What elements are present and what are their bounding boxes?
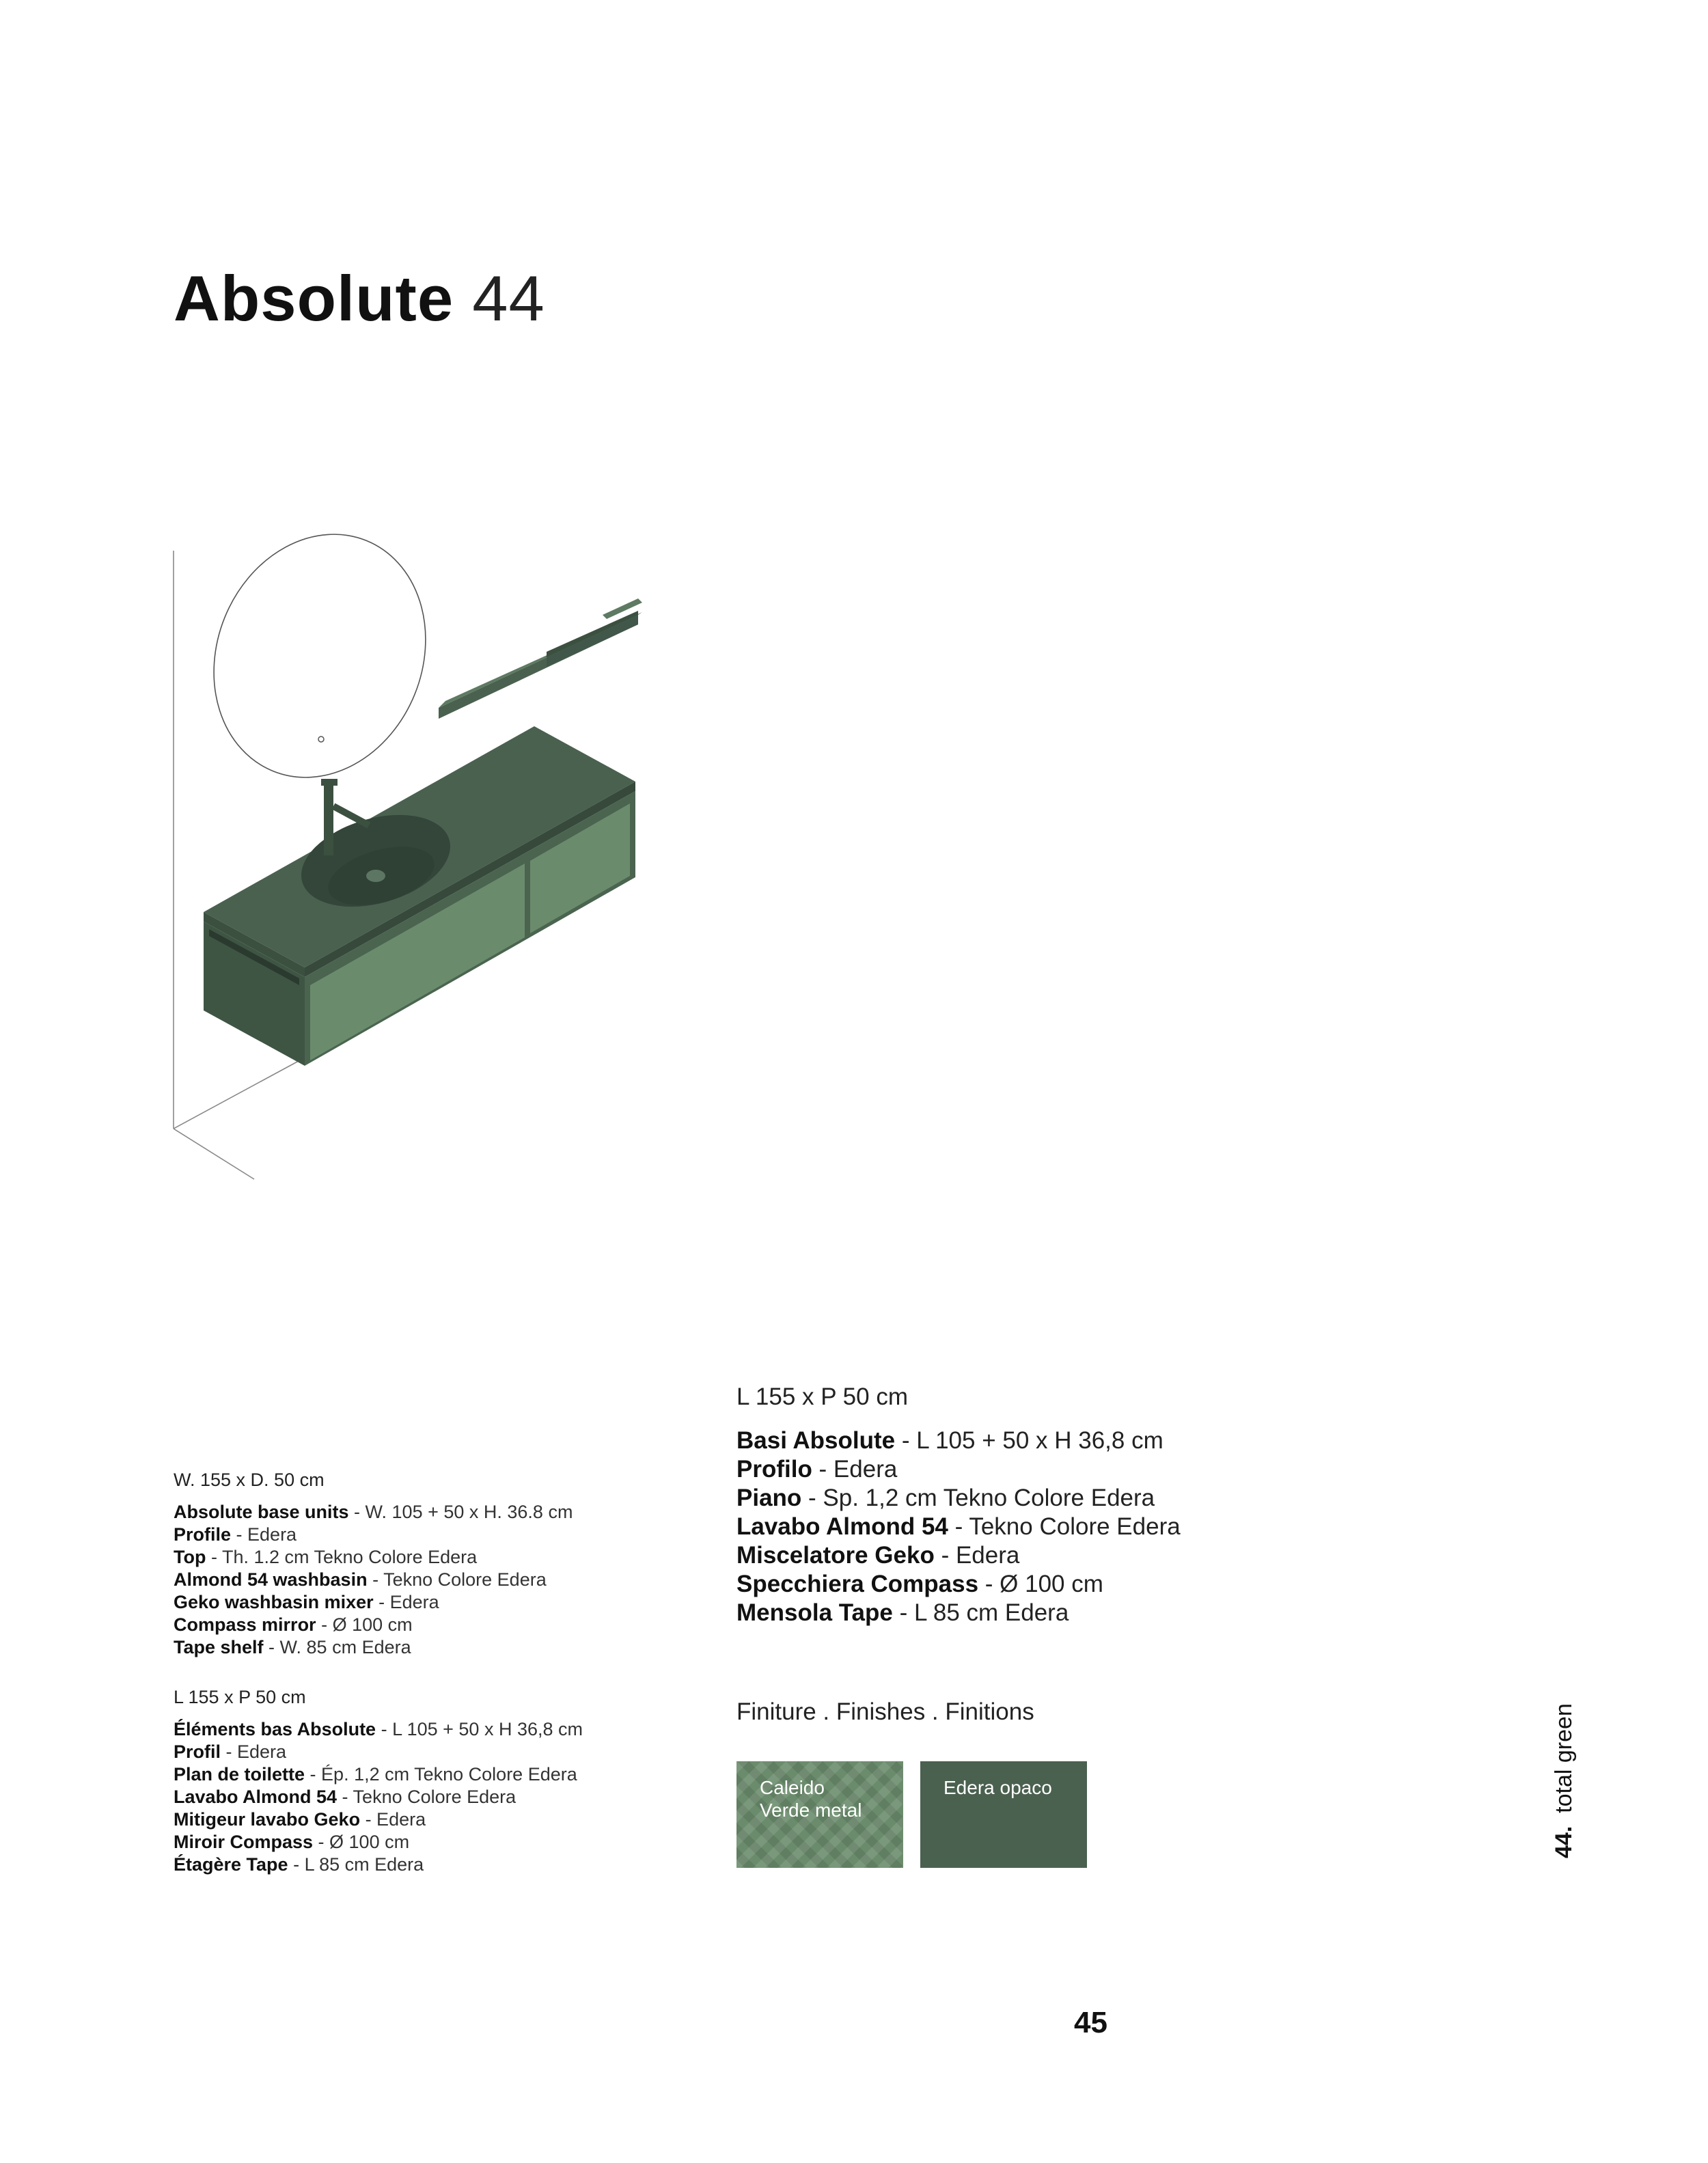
title-model-number: 44 (472, 262, 545, 334)
spec-value: - L 85 cm Edera (892, 1599, 1069, 1626)
swatch-caleido-verde-metal (736, 1761, 903, 1868)
spec-row (174, 1591, 693, 1614)
spec-value: - Edera (373, 1592, 439, 1612)
spec-value: - Tekno Colore Edera (337, 1787, 516, 1807)
wall-lines (174, 551, 307, 1179)
spec-label: Piano (736, 1485, 802, 1511)
spec-label: Almond 54 washbasin (174, 1569, 368, 1590)
shelf-icon (439, 598, 642, 719)
dimensions-en: W. 155 x D. 50 cm (174, 1470, 325, 1490)
spec-label: Profil (174, 1741, 221, 1762)
spec-label: Compass mirror (174, 1614, 316, 1635)
spec-label: Miroir Compass (174, 1832, 314, 1852)
spec-label: Profilo (736, 1456, 812, 1483)
spec-value: - Sp. 1,2 cm Tekno Colore Edera (801, 1485, 1155, 1511)
spec-row (174, 1808, 693, 1831)
spec-row (174, 1718, 693, 1741)
spec-row (736, 1513, 1420, 1541)
swatch-label: Edera opaco (943, 1777, 1052, 1798)
spec-label: Specchiera Compass (736, 1571, 979, 1597)
vanity-icon (204, 726, 635, 1066)
dimensions-fr: L 155 x P 50 cm (174, 1687, 306, 1707)
title-product-name: Absolute (174, 262, 454, 334)
product-illustration (164, 499, 656, 1196)
spec-value: - L 85 cm Edera (288, 1854, 424, 1875)
spec-label: Geko washbasin mixer (174, 1592, 374, 1612)
spec-italian (736, 1383, 1420, 1627)
section-number: 44. (1551, 1826, 1577, 1858)
spec-value: - L 105 + 50 x H 36,8 cm (895, 1427, 1163, 1454)
spec-row (736, 1570, 1420, 1599)
spec-label: Étagère Tape (174, 1854, 288, 1875)
spec-row (174, 1636, 693, 1659)
spec-value: - Ø 100 cm (978, 1571, 1103, 1597)
spec-label: Éléments bas Absolute (174, 1719, 376, 1739)
spec-value: - Ø 100 cm (313, 1832, 410, 1852)
swatch-label: Caleido (760, 1777, 825, 1798)
spec-value: - W. 105 + 50 x H. 36.8 cm (348, 1502, 573, 1522)
spec-label: Lavabo Almond 54 (174, 1787, 338, 1807)
spec-value: - Edera (934, 1542, 1020, 1569)
spec-value: - Ép. 1,2 cm Tekno Colore Edera (305, 1764, 577, 1785)
spec-value: - Edera (812, 1456, 898, 1483)
spec-label: Mensola Tape (736, 1599, 893, 1626)
spec-label: Profile (174, 1524, 232, 1545)
spec-row (174, 1763, 693, 1786)
spec-row (174, 1741, 693, 1763)
spec-value: - Edera (231, 1524, 297, 1545)
spec-row (736, 1484, 1420, 1513)
dimensions-it: L 155 x P 50 cm (736, 1383, 908, 1410)
spec-row (174, 1854, 693, 1876)
spec-french (174, 1686, 693, 1876)
spec-row (174, 1501, 693, 1524)
finishes-title: Finiture . Finishes . Finitions (736, 1698, 1034, 1725)
spec-row (736, 1599, 1420, 1627)
spec-row (736, 1455, 1420, 1484)
spec-label: Lavabo Almond 54 (736, 1513, 948, 1540)
spec-row (174, 1786, 693, 1808)
section-label (1551, 1703, 1578, 1858)
spec-label: Basi Absolute (736, 1427, 896, 1454)
spec-label: Mitigeur lavabo Geko (174, 1809, 361, 1830)
spec-value: - Tekno Colore Edera (948, 1513, 1181, 1540)
spec-row (736, 1427, 1420, 1455)
spec-label: Miscelatore Geko (736, 1542, 935, 1569)
mirror-icon (178, 502, 462, 810)
spec-value: - Th. 1.2 cm Tekno Colore Edera (206, 1547, 478, 1567)
spec-value: - Edera (221, 1741, 287, 1762)
section-name: total green (1551, 1703, 1577, 1813)
spec-row (736, 1541, 1420, 1570)
spec-label: Tape shelf (174, 1637, 264, 1657)
page-number: 45 (1074, 2006, 1107, 2039)
spec-value: - L 105 + 50 x H 36,8 cm (376, 1719, 583, 1739)
swatch-edera-opaco (920, 1761, 1087, 1868)
spec-label: Plan de toilette (174, 1764, 305, 1785)
spec-row (174, 1546, 693, 1569)
spec-row (174, 1524, 693, 1546)
spec-label: Absolute base units (174, 1502, 349, 1522)
spec-value: - W. 85 cm Edera (263, 1637, 411, 1657)
spec-label: Top (174, 1547, 206, 1567)
spec-value: - Tekno Colore Edera (367, 1569, 547, 1590)
swatch-label: Verde metal (760, 1800, 862, 1821)
page-title (174, 262, 545, 334)
spec-row (174, 1831, 693, 1854)
spec-row (174, 1569, 693, 1591)
spec-english (174, 1469, 693, 1659)
spec-row (174, 1614, 693, 1636)
spec-value: - Edera (360, 1809, 426, 1830)
spec-value: - Ø 100 cm (316, 1614, 413, 1635)
